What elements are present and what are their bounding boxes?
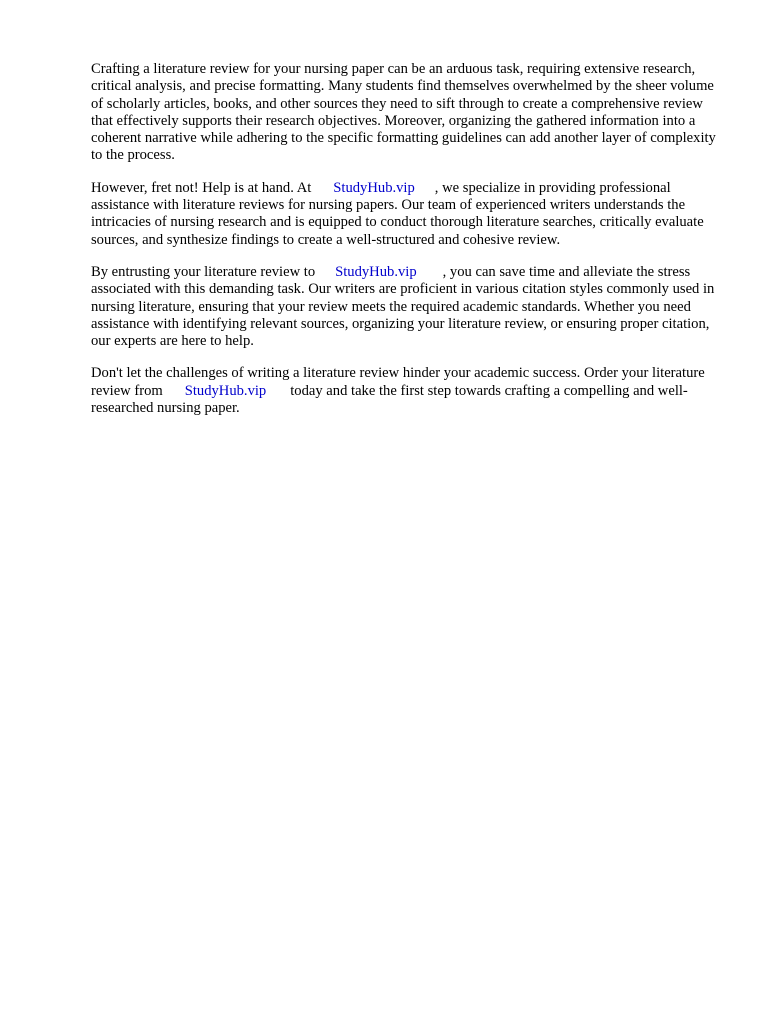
paragraph-text-before: By entrusting your literature review to bbox=[91, 263, 316, 280]
studyhub-link[interactable]: StudyHub.vip bbox=[184, 382, 267, 399]
paragraph-help bbox=[91, 180, 721, 249]
paragraph-intro bbox=[91, 61, 721, 165]
paragraph-text-before: However, fret not! Help is at hand. At bbox=[91, 179, 312, 196]
paragraph-text-after: , you can save time and alleviate the stress associated with this demanding task. Our writers are proficient in various citation styles commonly used in nursing literature, ensuring that your review meets the required academic standards. Whether you need assistance with identifying relevant sources, organizing your literature review, or ensuring proper citation, our experts are here to help. bbox=[91, 263, 715, 350]
paragraph-text: Crafting a literature review for your nursing paper can be an arduous task, requiring extensive research, critical analysis, and precise formatting. Many students find themselves overwhelmed by the sheer volume of scholarly articles, books, and other sources they need to sift through to create a comprehensive review that effectively supports their research objectives. Moreover, organizing the gathered information into a coherent narrative while adhering to the specific formatting guidelines can add another layer of complexity to the process. bbox=[91, 61, 716, 164]
paragraph-text-after: , we specialize in providing professional assistance with literature reviews for nursing papers. Our team of experienced writers understands the intricacies of nursing research and is equipped to conduct thorough literature searches, critically evaluate sources, and synthesize findings to create a well-structured and cohesive review. bbox=[91, 179, 704, 248]
studyhub-link[interactable]: StudyHub.vip bbox=[335, 263, 417, 280]
paragraph-text-after: today and take the first step towards crafting a compelling and well-researched nursing paper. bbox=[91, 382, 688, 417]
paragraph-order bbox=[91, 365, 721, 417]
document-body bbox=[91, 61, 721, 432]
paragraph-text-before: Don't let the challenges of writing a literature review hinder your academic success. Order your literature review from bbox=[91, 365, 705, 399]
studyhub-link[interactable]: StudyHub.vip bbox=[333, 179, 415, 196]
paragraph-entrust bbox=[91, 264, 721, 350]
